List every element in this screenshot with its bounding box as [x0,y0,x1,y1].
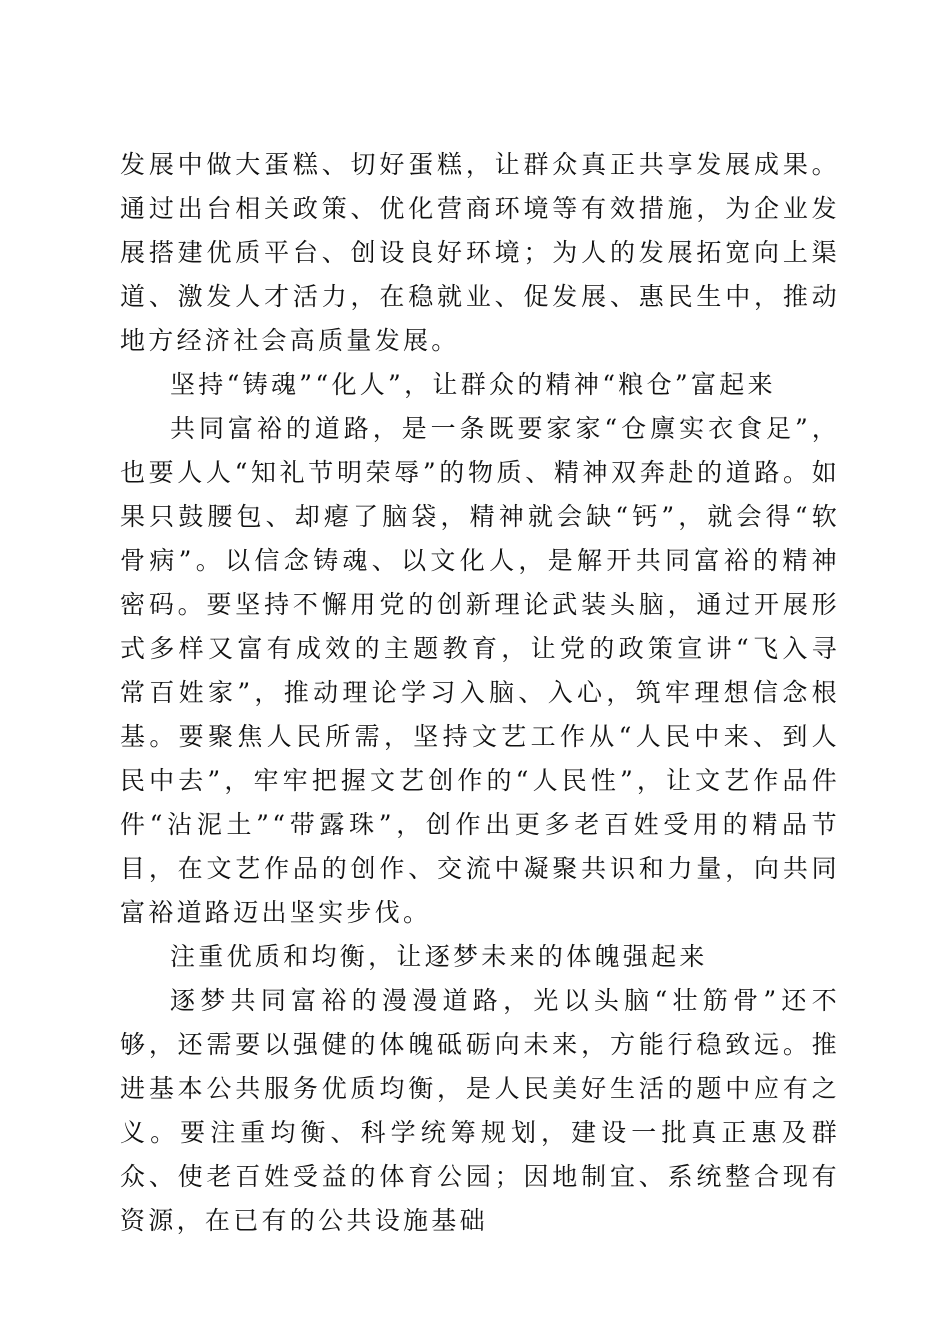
paragraph-spirit: 共同富裕的道路，是一条既要家家“仓廪实衣食足”，也要人人“知礼节明荣辱”的物质、精神双奔赴的道路。如果只鼓腰包、却瘪了脑袋，精神就会缺“钙”，就会得“软骨病”。以信念铸魂、以文化人，是解开共同富裕的精神密码。要坚持不懈用党的创新理论武装头脑，通过开展形式多样又富有成效的主题教育，让党的政策宣讲“飞入寻常百姓家”，推动理论学习入脑、入心，筑牢理想信念根基。要聚焦人民所需，坚持文艺工作从“人民中来、到人民中去”，牢牢把握文艺创作的“人民性”，让文艺作品件件“沾泥土”“带露珠”，创作出更多老百姓受用的精品节目，在文艺作品的创作、交流中凝聚共识和力量，向共同富裕道路迈出坚实步伐。 [120,414,840,927]
document-body [120,143,840,1243]
section-heading-spirit: 坚持“铸魂”“化人”，让群众的精神“粮仓”富起来 [170,370,776,399]
paragraph-continued: 发展中做大蛋糕、切好蛋糕，让群众真正共享发展成果。通过出台相关政策、优化营商环境等有效措施，为企业发展搭建优质平台、创设良好环境；为人的发展拓宽向上渠道、激发人才活力，在稳就业、促发展、惠民生中，推动地方经济社会高质量发展。 [120,150,840,355]
section-heading-physique: 注重优质和均衡，让逐梦未来的体魄强起来 [170,942,708,971]
paragraph-physique: 逐梦共同富裕的漫漫道路，光以头脑“壮筋骨”还不够，还需要以强健的体魄砥砺向未来，方能行稳致远。推进基本公共服务优质均衡，是人民美好生活的题中应有之义。要注重均衡、科学统筹规划，建设一批真正惠及群众、使老百姓受益的体育公园；因地制宜、系统整合现有资源，在已有的公共设施基础 [120,986,840,1235]
